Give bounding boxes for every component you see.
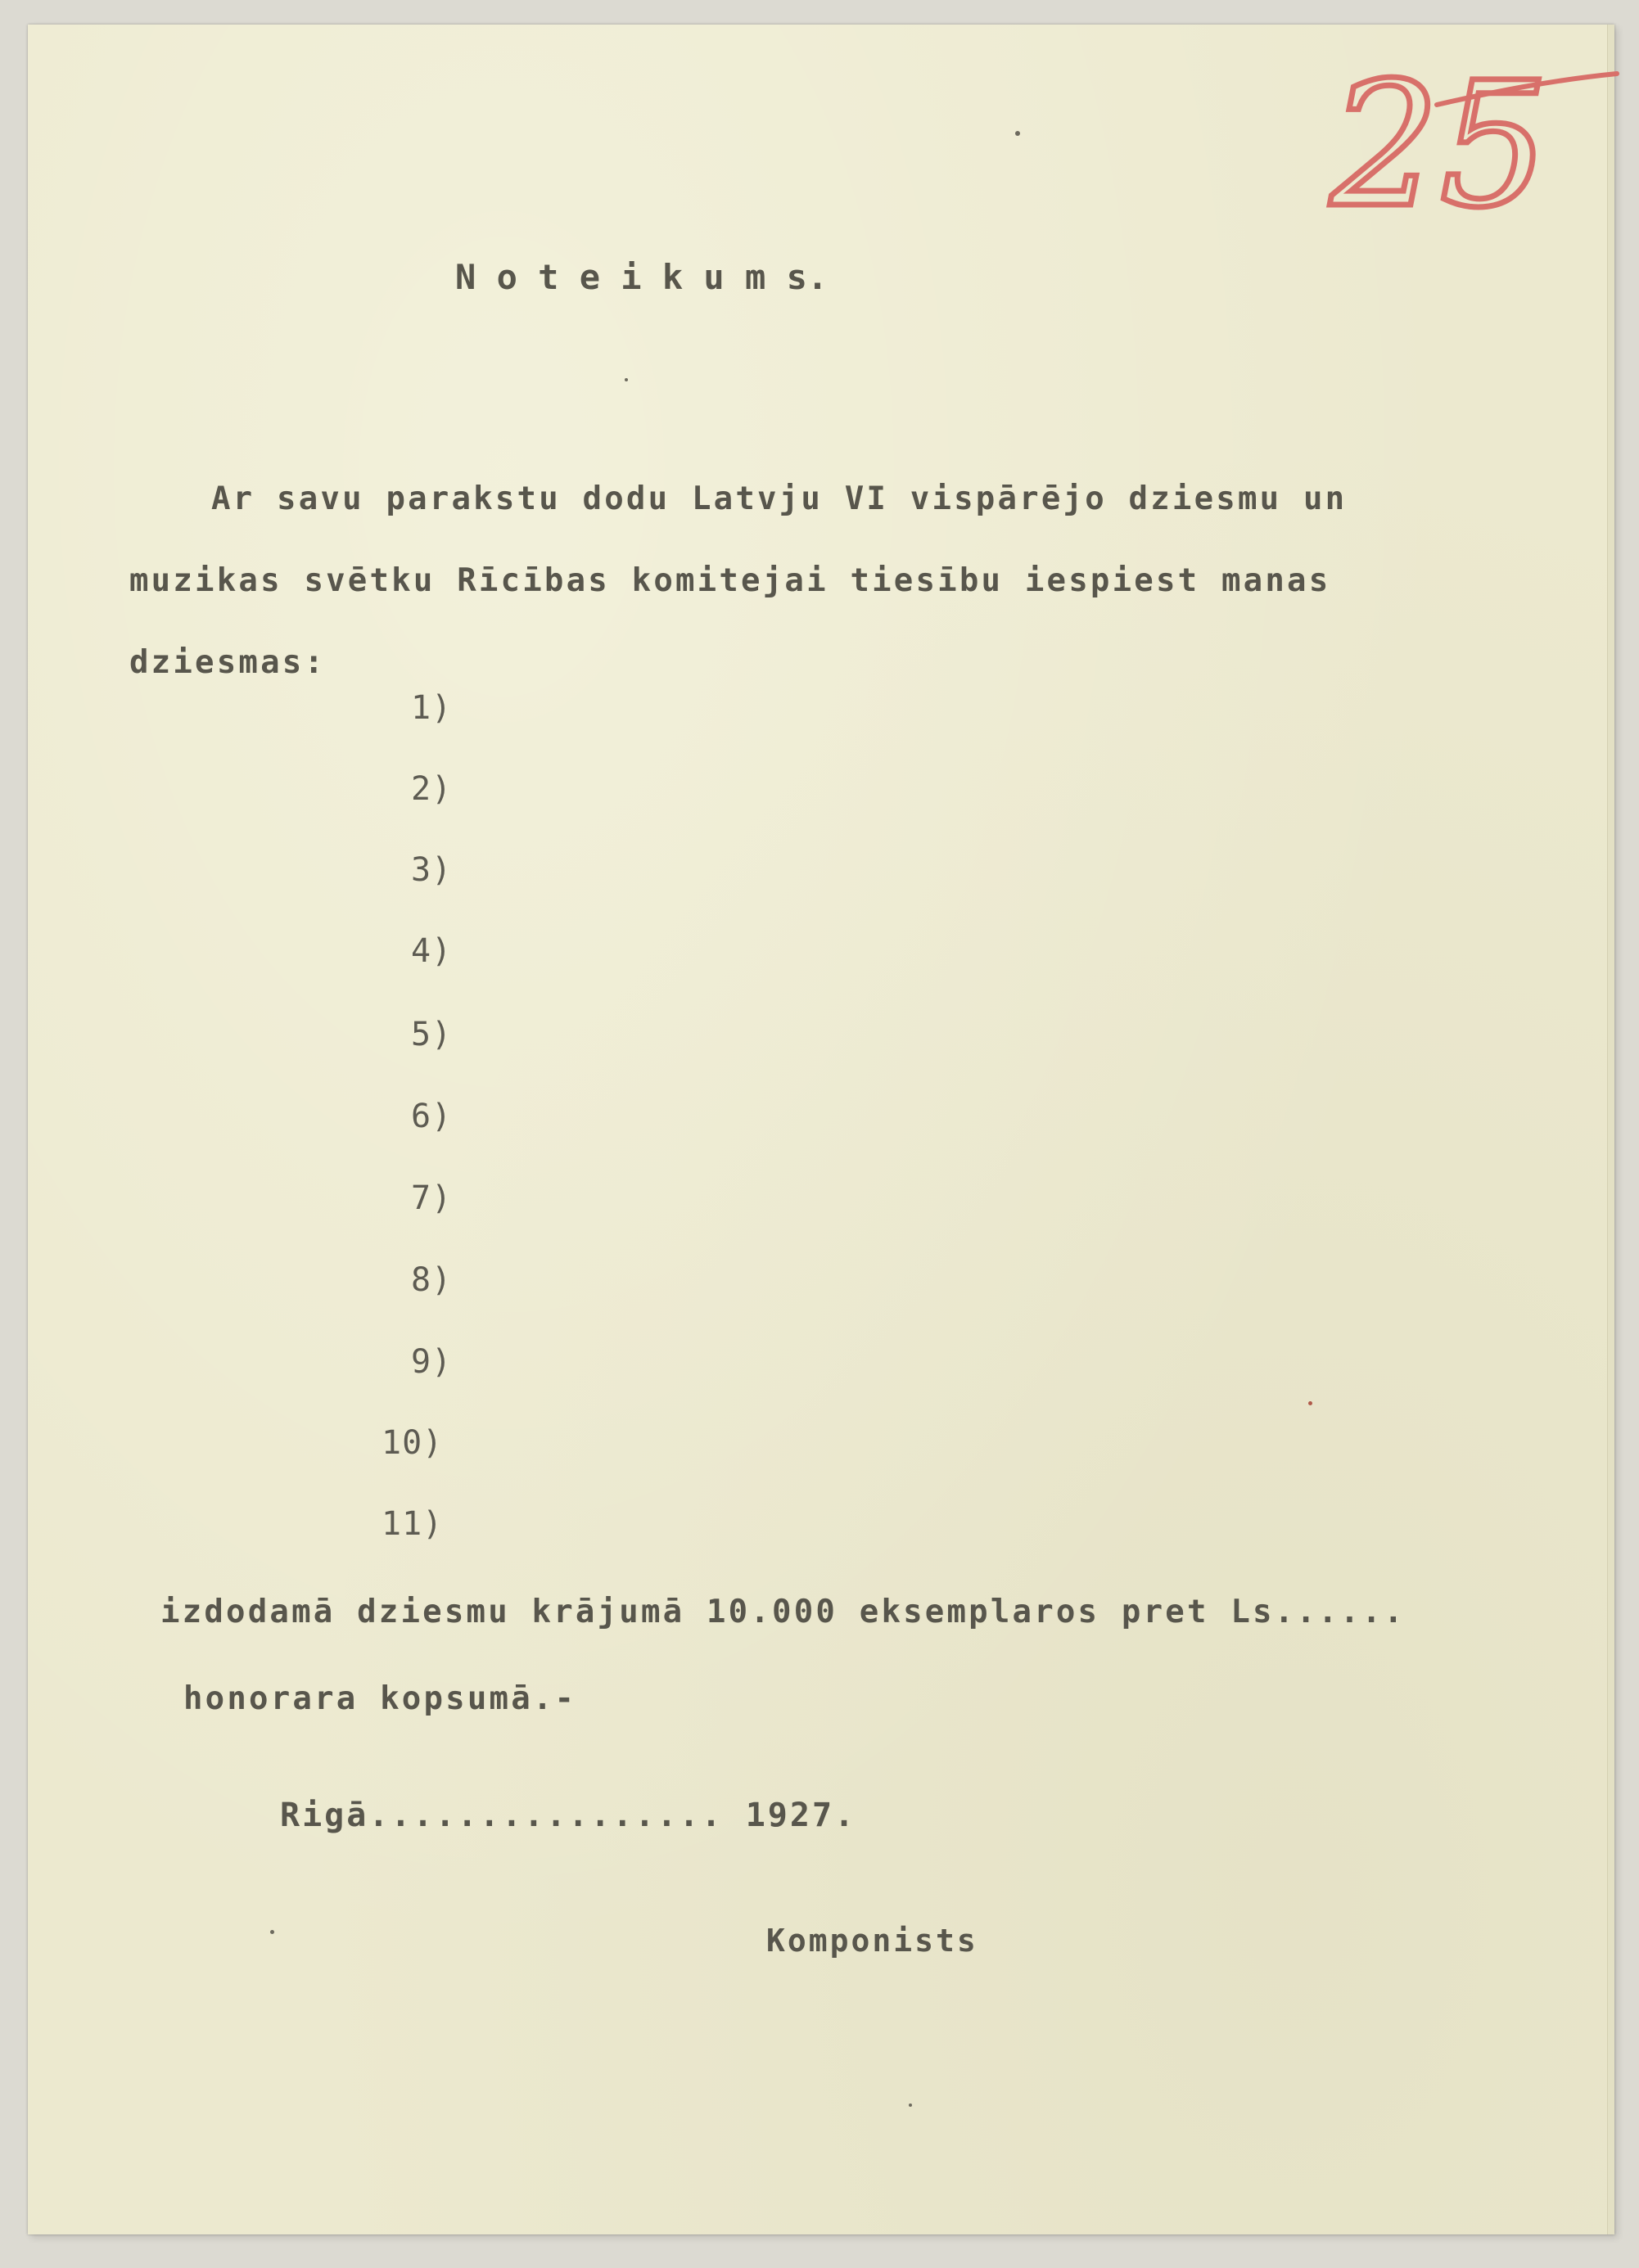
list-item-2: 2): [411, 770, 453, 808]
paper-speck: [625, 378, 628, 381]
body-line-2: muzikas svētku Rīcības komitejai tiesību iespiest manas: [129, 562, 1331, 599]
list-item-4: 4): [411, 932, 453, 970]
list-item-3: 3): [411, 851, 453, 889]
paper-speck: [909, 2103, 912, 2107]
paper-speck: [1308, 1401, 1312, 1405]
body-line-3: dziesmas:: [129, 644, 327, 681]
page-edge: [1607, 25, 1614, 2234]
body-line-1: Ar savu parakstu dodu Latvju VI vispārējo dziesmu un: [211, 480, 1348, 517]
closing-line-1: izdodamā dziesmu krājumā 10.000 eksemplaros pret Ls......: [160, 1594, 1406, 1630]
list-item-7: 7): [411, 1179, 453, 1217]
folio-number-handwritten: [1314, 41, 1625, 254]
list-item-5: 5): [411, 1016, 453, 1053]
document-title: N o t e i k u m s.: [455, 257, 829, 297]
folio-number-text: 25: [1330, 45, 1550, 246]
list-item-11: 11): [382, 1505, 444, 1543]
signature-label: Komponists: [766, 1923, 978, 1959]
paper-speck: [270, 1930, 274, 1934]
document-page: [28, 25, 1614, 2234]
list-item-1: 1): [411, 689, 453, 727]
closing-line-2: honorara kopsumā.-: [183, 1680, 577, 1717]
paper-speck: [1015, 131, 1020, 136]
list-item-9: 9): [411, 1343, 453, 1381]
list-item-10: 10): [382, 1424, 444, 1462]
list-item-8: 8): [411, 1261, 453, 1299]
place-date-line: Rigā................ 1927.: [280, 1797, 857, 1834]
list-item-6: 6): [411, 1098, 453, 1135]
